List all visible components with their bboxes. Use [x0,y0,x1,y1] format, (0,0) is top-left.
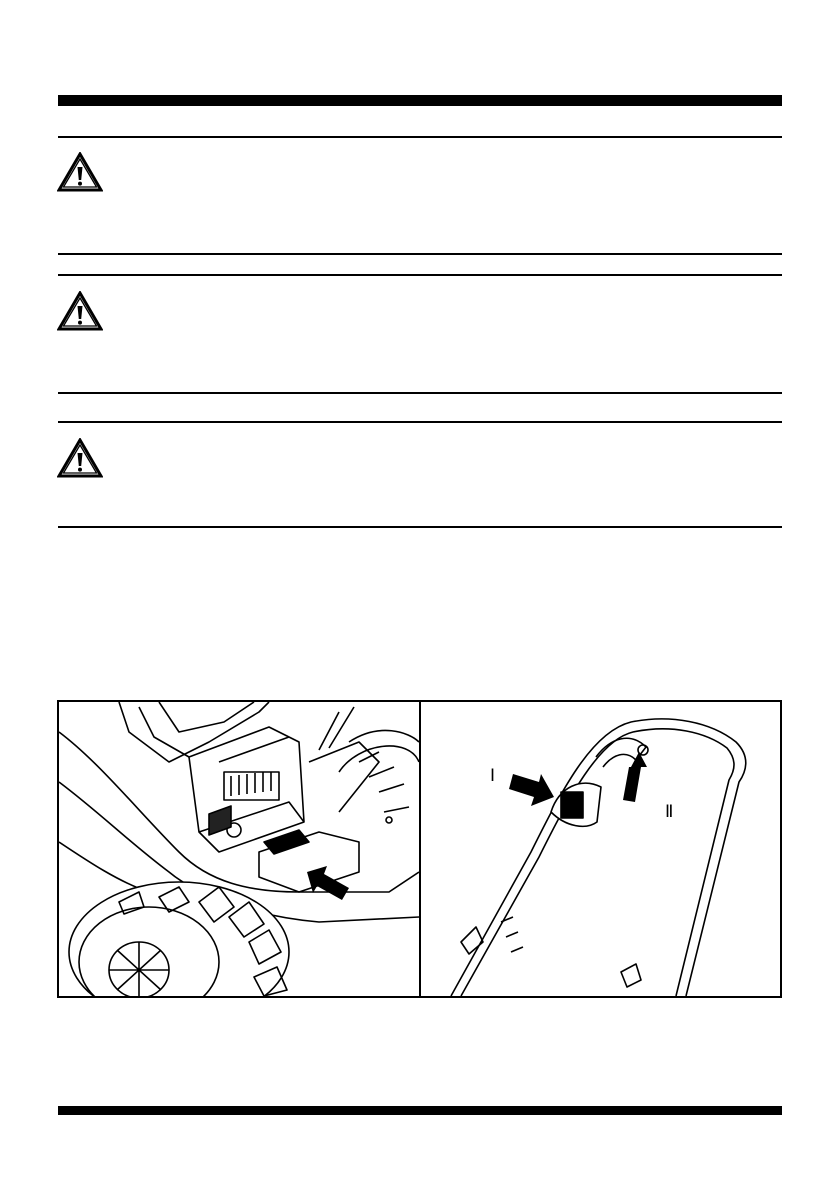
warning-1-bottom-rule [58,253,782,255]
insert-arrow-icon [307,866,349,900]
marker-ii: Ⅱ [665,802,674,821]
warning-triangle-icon [57,291,103,331]
arrow-i-icon [509,774,554,806]
warning-3-top-rule [58,421,782,423]
footer-band [58,1106,782,1115]
warning-1-top-rule [58,136,782,138]
arrow-ii-icon [623,752,647,802]
warning-2-top-rule [58,274,782,276]
warning-triangle-icon [57,152,103,192]
warning-triangle-icon [57,438,103,478]
header-band [58,95,782,106]
figure-handle-switch [419,700,782,998]
marker-i: Ⅰ [490,766,496,785]
figure-battery-compartment [57,700,421,998]
warning-3-bottom-rule [58,526,782,528]
mower-battery-illustration [59,702,419,996]
mower-handle-illustration [421,702,780,996]
warning-2-bottom-rule [58,392,782,394]
